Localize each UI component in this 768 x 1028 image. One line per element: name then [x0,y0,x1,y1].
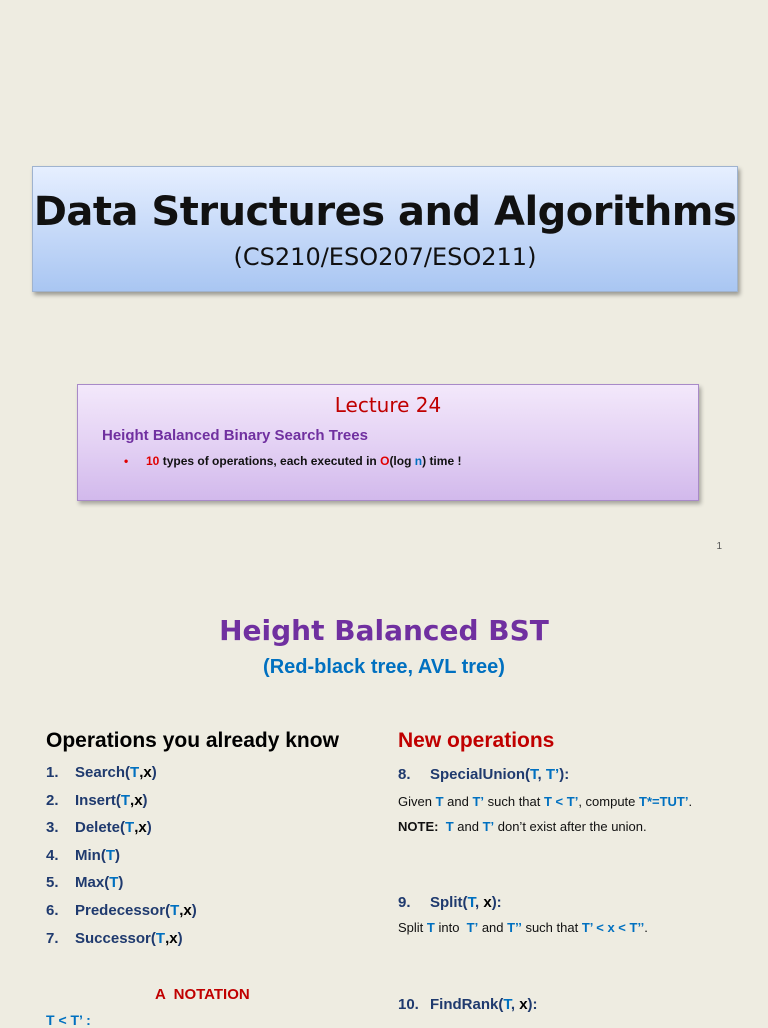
bullet-n: n [414,454,423,468]
list-item: 7. Successor ( T , x ) [46,929,183,947]
slide-title: Height Balanced BST [219,614,549,647]
bullet-icon: • [124,454,129,468]
bullet-text-2: ) time ! [422,454,462,468]
known-operations-list [46,764,197,957]
lecture-number: Lecture 24 [334,393,442,417]
op-split-desc: Split T into T’ and T’’ such that T’ < x < T’’. [398,920,648,935]
known-operations-heading: Operations you already know [46,729,339,752]
list-item: 6. Predecessor ( T , x ) [46,901,197,919]
bullet-big-o: O [380,454,390,468]
bullet-text-1: types of operations, each executed in [159,454,381,468]
op-special-union-note: NOTE: T and T’ don’t exist after the union. [398,819,647,834]
bullet-count: 10 [146,454,160,468]
slide-subtitle: (Red-black tree, AVL tree) [263,656,505,678]
title-box [32,166,738,292]
course-title: Data Structures and Algorithms [33,189,737,235]
lecture-bullet [124,454,461,468]
bullet-log: (log [389,454,415,468]
notation-expression: T < T’ : [46,1012,91,1028]
list-item: 1. Search ( T , x ) [46,764,157,781]
notation-label: A NOTATION [155,986,250,1003]
op-special-union-desc: Given T and T’ such that T < T’, compute T*=TUT’. [398,794,693,809]
list-item: 2. Insert ( T , x ) [46,791,148,809]
page-number: 1 [716,541,722,552]
lecture-box [77,384,699,501]
slide-2 [0,576,768,1028]
new-operations-heading: New operations [398,729,555,752]
op-special-union: 8. SpecialUnion(T, T’): [398,766,570,783]
list-item: 5. Max ( T ) [46,874,124,892]
course-codes: (CS210/ESO207/ESO211) [233,243,537,271]
lecture-topic: Height Balanced Binary Search Trees [102,427,368,444]
op-split: 9. Split(T, x): [398,894,502,911]
list-item: 3. Delete ( T , x ) [46,819,152,837]
list-item: 4. Min ( T ) [46,846,120,864]
op-find-rank: 10. FindRank(T, x): [398,996,538,1013]
